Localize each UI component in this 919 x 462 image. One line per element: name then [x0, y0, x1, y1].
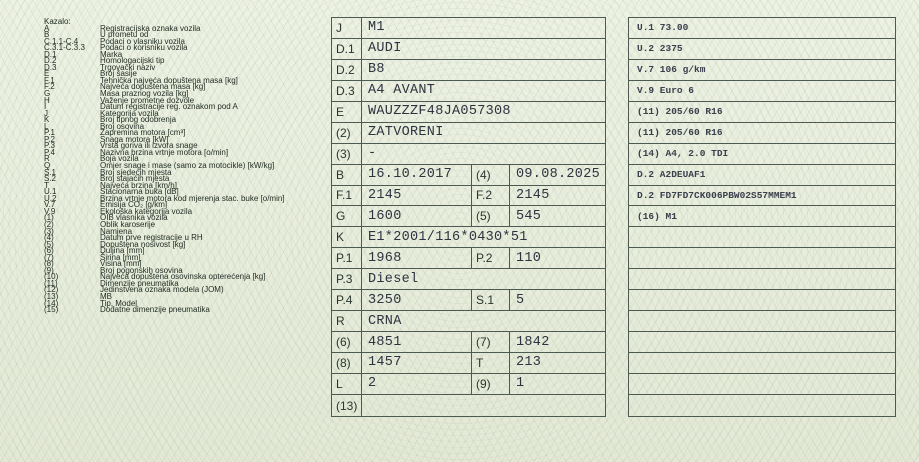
legend-description: Najveća dopuštena osovinska opterećenja [kg] [100, 272, 266, 282]
legend-code: (11) [44, 278, 58, 288]
legend-description: Važenje prometne dozvole [100, 95, 195, 105]
extra-row [629, 290, 895, 311]
legend-code: P.2 [44, 134, 55, 144]
legend-code: U.1 [44, 187, 57, 197]
legend-code: D.1 [44, 49, 57, 59]
field-code: F.1 [332, 186, 362, 206]
table-row [332, 374, 605, 395]
field-value: 545 [516, 208, 542, 224]
field-code: (3) [332, 144, 362, 164]
field-code: L [332, 374, 362, 394]
extra-row [629, 395, 895, 416]
legend-description: Marka [100, 49, 123, 59]
table-row [332, 60, 605, 81]
table-row [332, 332, 605, 353]
legend-code: (9) [44, 265, 54, 275]
field-code: R [332, 311, 362, 331]
field-code: (7) [472, 332, 510, 352]
legend-description: Kategorija vozila [100, 108, 159, 118]
extra-row [629, 332, 895, 353]
field-value: 2145 [516, 187, 550, 203]
extra-row [629, 374, 895, 395]
legend-description: Najveća brzina [km/h] [100, 180, 177, 190]
legend-code: D.2 [44, 56, 57, 66]
legend-code: (14) [44, 298, 59, 308]
field-code: D.3 [332, 81, 362, 101]
legend-code: R [44, 154, 50, 164]
extra-row [629, 248, 895, 269]
extra-row: (11) 205/60 R16 [629, 123, 895, 144]
field-code: (8) [332, 353, 362, 373]
legend-code: B [44, 30, 50, 40]
legend-code: G [44, 89, 51, 99]
legend-description: Namjena [100, 226, 133, 236]
legend-description: MB [100, 291, 112, 301]
legend-description: Širina [mm] [100, 252, 141, 262]
field-code: F.2 [472, 186, 510, 206]
field-value: ZATVORENI [368, 125, 444, 141]
legend [44, 19, 334, 314]
legend-code: (5) [44, 239, 54, 249]
legend-description: Trgovački naziv [100, 62, 156, 72]
legend-description: Tehnička najveća dopuštena masa [kg] [100, 75, 238, 85]
legend-code: (1) [44, 213, 54, 223]
legend-description: OIB vlasnika vozila [100, 213, 168, 223]
table-row [332, 165, 605, 186]
field-value: M1 [368, 20, 385, 36]
field-value: E1*2001/116*0430*51 [368, 229, 528, 245]
legend-code: T [44, 180, 49, 190]
legend-description: Datum prve registracije u RH [100, 233, 203, 243]
legend-description: Broj osovina [100, 121, 145, 131]
legend-code: P.1 [44, 128, 55, 138]
legend-code: Q [44, 161, 51, 171]
legend-code: (6) [44, 246, 54, 256]
field-code: D.2 [332, 60, 362, 80]
legend-description: Snaga motora [kW] [100, 134, 169, 144]
legend-code: (12) [44, 285, 59, 295]
field-code: J [332, 18, 362, 38]
field-code: (9) [472, 374, 510, 394]
field-code: T [472, 353, 510, 373]
table-row [332, 206, 605, 227]
extra-row: V.9 Euro 6 [629, 81, 895, 102]
field-code: P.3 [332, 269, 362, 289]
field-value: 4851 [362, 332, 472, 352]
field-value: AUDI [368, 41, 402, 57]
table-row [332, 269, 605, 290]
field-value: 1 [516, 376, 525, 392]
legend-description: Broj šasije [100, 69, 137, 79]
legend-description: Zapremina motora [cm³] [100, 128, 186, 138]
legend-code: S.2 [44, 174, 57, 184]
legend-description: Brzina vrtnje motora kod mjerenja stac. buke [o/min] [100, 193, 285, 203]
extra-row: (11) 205/60 R16 [629, 102, 895, 123]
legend-description: Dimenzije pneumatika [100, 278, 179, 288]
field-code: P.1 [332, 248, 362, 268]
legend-code: (7) [44, 252, 54, 262]
legend-description: Masa praznog vozila [kg] [100, 89, 189, 99]
extra-row [629, 311, 895, 332]
extra-row: V.7 106 g/km [629, 60, 895, 81]
legend-description: Visina [mm] [100, 259, 142, 269]
field-value: B8 [368, 62, 385, 78]
table-row [332, 311, 605, 332]
extra-row: U.2 2375 [629, 39, 895, 60]
legend-code: S.1 [44, 167, 57, 177]
legend-description: Podaci o korisniku vozila [100, 43, 188, 53]
legend-description: Broj sjedećih mjesta [100, 167, 172, 177]
field-value: 1968 [362, 248, 472, 268]
legend-description: Tip, Model [100, 298, 138, 308]
field-value: 09.08.2025 [516, 167, 601, 183]
field-value: 213 [516, 355, 542, 371]
legend-code: (2) [44, 219, 54, 229]
legend-description: Podaci o vlasniku vozila [100, 36, 185, 46]
legend-description: Broj tipnog odobrenja [100, 115, 177, 125]
legend-description: Stacionarna buka [dB] [100, 187, 179, 197]
legend-description: U prometu od [100, 30, 149, 40]
field-value: Diesel [368, 271, 419, 287]
legend-code: K [44, 115, 50, 125]
legend-code: D.3 [44, 62, 57, 72]
legend-code: (4) [44, 233, 54, 243]
field-value: 110 [516, 250, 542, 266]
field-value: 2 [362, 374, 472, 394]
field-value: 5 [516, 292, 525, 308]
table-row [332, 81, 605, 102]
field-value: 16.10.2017 [362, 165, 472, 185]
legend-code: (10) [44, 272, 59, 282]
legend-description: Emisija CO₂ [g/km] [100, 200, 168, 210]
field-code: (6) [332, 332, 362, 352]
field-code: (5) [472, 206, 510, 226]
legend-description: Najveća dopuštena masa [kg] [100, 82, 206, 92]
extra-row [629, 269, 895, 290]
legend-code: A [44, 23, 50, 33]
legend-description: Registracijska oznaka vozila [100, 23, 201, 33]
extra-row: U.1 73.00 [629, 18, 895, 39]
legend-code: (13) [44, 291, 59, 301]
legend-description: Oblik karoserije [100, 219, 156, 229]
table-row [332, 395, 605, 416]
field-value: CRNA [368, 313, 402, 329]
legend-code: (8) [44, 259, 54, 269]
legend-description: Dodatne dimenzije pneumatika [100, 305, 210, 315]
table-row [332, 102, 605, 123]
legend-code: V.9 [44, 206, 56, 216]
legend-code: J [44, 108, 48, 118]
extra-row: D.2 FD7FD7CK006PBW02S57MMEM1 [629, 186, 895, 207]
field-value: 1842 [516, 334, 550, 350]
extra-row [629, 227, 895, 248]
field-code: D.1 [332, 39, 362, 59]
legend-description: Dopuštena nosivost [kg] [100, 239, 186, 249]
field-code: K [332, 227, 362, 247]
table-row [332, 353, 605, 374]
legend-code: F.2 [44, 82, 55, 92]
legend-item [44, 307, 334, 314]
table-row [332, 290, 605, 311]
legend-code: F.1 [44, 75, 55, 85]
legend-title: Kazalo: [44, 17, 71, 26]
legend-code: I [44, 102, 47, 112]
legend-code: C.1.1-C.4 [44, 36, 79, 46]
extra-row [629, 353, 895, 374]
legend-code: E [44, 69, 50, 79]
legend-description: Broj stajaćih mjesta [100, 174, 170, 184]
legend-code: V.7 [44, 200, 56, 210]
extra-row: (14) A4, 2.0 TDI [629, 144, 895, 165]
field-code: G [332, 206, 362, 226]
field-value: A4 AVANT [368, 83, 436, 99]
table-row [332, 18, 605, 39]
legend-description: Duljina [mm] [100, 246, 145, 256]
field-code: S.1 [472, 290, 510, 310]
field-value [362, 395, 605, 416]
field-value: 1457 [362, 353, 472, 373]
legend-description: Ekološka kategorija vozila [100, 206, 193, 216]
field-code: P.4 [332, 290, 362, 310]
field-code: (2) [332, 123, 362, 143]
legend-description: Omjer snage i mase (samo za motocikle) [kW/kg] [100, 161, 275, 171]
field-value: 2145 [362, 186, 472, 206]
field-value: - [368, 146, 377, 162]
legend-description: Nazivna brzina vrtnje motora [o/min] [100, 147, 229, 157]
field-code: (13) [332, 395, 362, 416]
table-row [332, 123, 605, 144]
legend-description: Vrsta goriva ili izvora snage [100, 141, 198, 151]
legend-code: (3) [44, 226, 54, 236]
extra-row: D.2 A2DEUAF1 [629, 165, 895, 186]
legend-description: Boja vozila [100, 154, 139, 164]
legend-description: Jedinstvena oznaka modela (JOM) [100, 285, 224, 295]
legend-code: C.3.1-C.3.3 [44, 43, 85, 53]
legend-code: (15) [44, 305, 59, 315]
legend-code: P.3 [44, 141, 55, 151]
field-value: 3250 [362, 290, 472, 310]
table-row [332, 227, 605, 248]
legend-code: H [44, 95, 50, 105]
field-code: E [332, 102, 362, 122]
legend-description: Homologacijski tip [100, 56, 165, 66]
field-code: B [332, 165, 362, 185]
legend-description: Broj pogonskih osovina [100, 265, 183, 275]
table-row [332, 186, 605, 207]
field-value: 1600 [362, 206, 472, 226]
legend-code: L [44, 121, 49, 131]
legend-description: Datum registracije reg. oznakom pod A [100, 102, 238, 112]
additional-data-table [628, 17, 896, 417]
table-row [332, 144, 605, 165]
table-row [332, 248, 605, 269]
table-row [332, 39, 605, 60]
extra-row: (16) M1 [629, 206, 895, 227]
legend-code: U.2 [44, 193, 57, 203]
legend-code: P.4 [44, 147, 55, 157]
vehicle-data-table [331, 17, 606, 417]
field-code: P.2 [472, 248, 510, 268]
field-code: (4) [472, 165, 510, 185]
field-value: WAUZZZF48JA057308 [368, 104, 511, 120]
